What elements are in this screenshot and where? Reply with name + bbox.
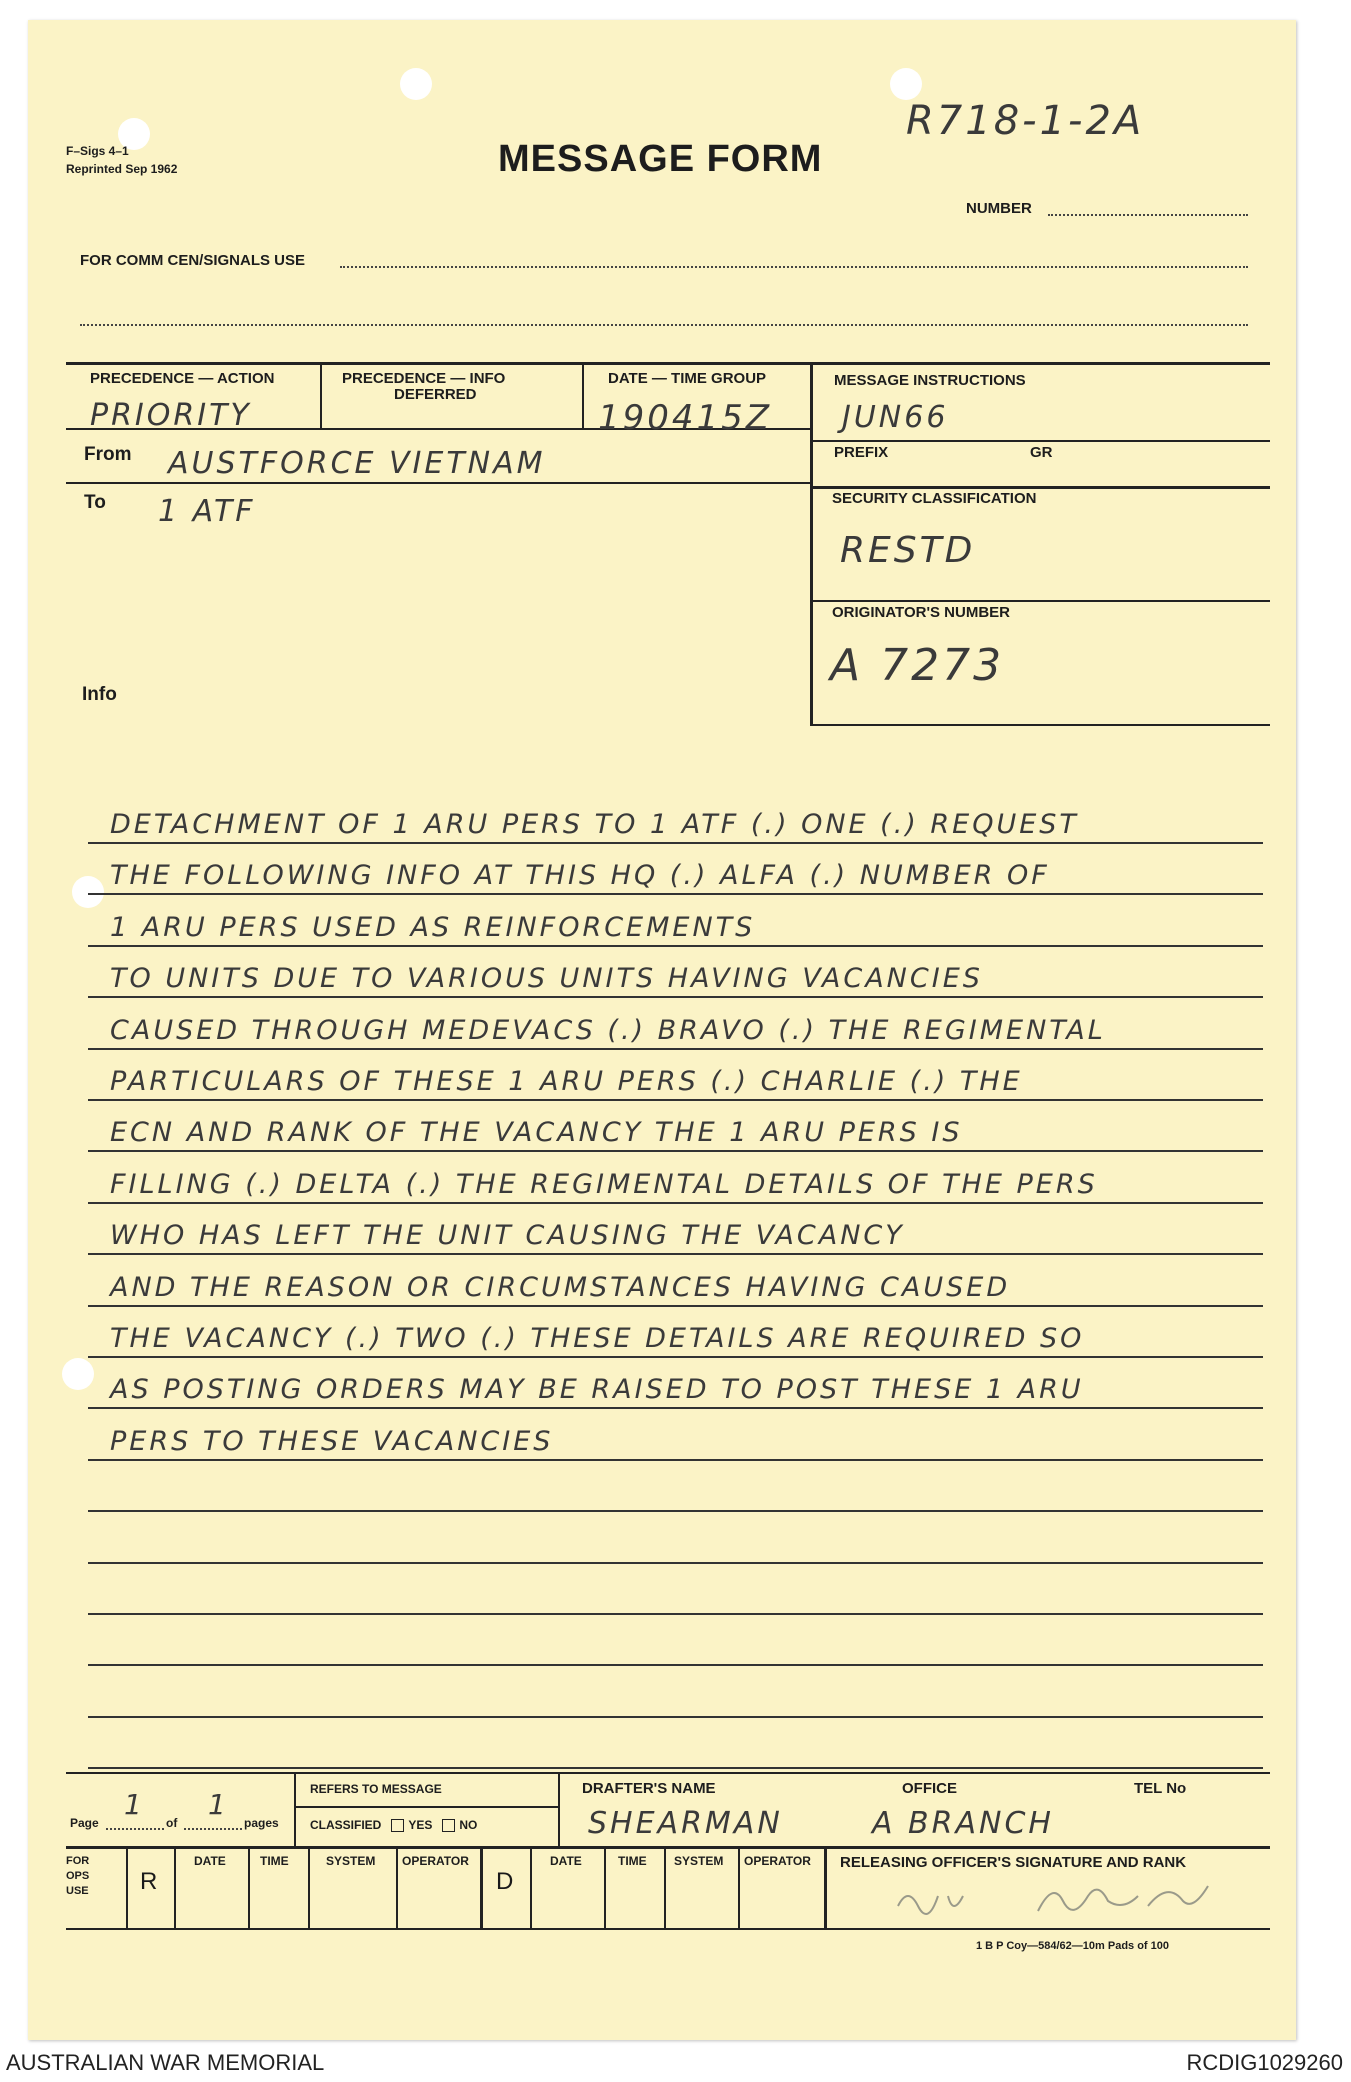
bottom-top-rule xyxy=(66,1772,1270,1774)
ops-divider xyxy=(738,1846,740,1928)
classified-no-label: NO xyxy=(459,1818,478,1832)
ops-divider xyxy=(604,1846,606,1928)
body-line-text: PERS TO THESE VACANCIES xyxy=(110,1425,554,1457)
message-form-sheet xyxy=(28,20,1296,2040)
releasing-officer-signature xyxy=(888,1876,1248,1926)
refers-to-message-label: REFERS TO MESSAGE xyxy=(310,1782,442,1796)
body-rule xyxy=(88,1613,1263,1615)
body-line xyxy=(88,1211,1263,1255)
body-rule xyxy=(88,1356,1263,1358)
body-rule xyxy=(88,893,1263,895)
body-line-text: FILLING (.) DELTA (.) THE REGIMENTAL DETAILS OF THE PERS xyxy=(110,1168,1098,1200)
body-line xyxy=(88,1417,1263,1461)
bottom-divider xyxy=(558,1772,560,1848)
drafters-name-label: DRAFTER'S NAME xyxy=(582,1780,716,1797)
orig-rule xyxy=(810,724,1270,726)
system-label: SYSTEM xyxy=(674,1854,724,1868)
info-label: Info xyxy=(82,684,117,705)
from-rule xyxy=(66,482,812,484)
comm-cen-label: FOR COMM CEN/SIGNALS USE xyxy=(80,252,306,269)
body-line-text: TO UNITS DUE TO VARIOUS UNITS HAVING VACANCIES xyxy=(110,963,983,995)
body-rule xyxy=(88,1253,1263,1255)
classified-no-checkbox xyxy=(442,1819,455,1832)
body-line-text: AS POSTING ORDERS MAY BE RAISED TO POST THESE 1 ARU xyxy=(110,1374,1084,1406)
ops-divider xyxy=(664,1846,666,1928)
comm-cen-field xyxy=(340,266,1248,268)
body-rule xyxy=(88,1305,1263,1307)
from-value: AUSTFORCE VIETNAM xyxy=(168,446,546,481)
body-rule xyxy=(88,842,1263,844)
body-line xyxy=(88,1006,1263,1050)
comm-cen-field-2 xyxy=(80,324,1248,326)
operator-label: OPERATOR xyxy=(402,1854,469,1868)
page-number: 1 xyxy=(124,1788,145,1821)
number-field xyxy=(1048,214,1248,216)
system-label: SYSTEM xyxy=(326,1854,376,1868)
date-label: DATE xyxy=(550,1854,582,1868)
of-field xyxy=(184,1828,242,1830)
refers-rule xyxy=(294,1806,558,1808)
body-line-text: DETACHMENT OF 1 ARU PERS TO 1 ATF (.) ONE (.) REQUEST xyxy=(110,809,1079,840)
time-label: TIME xyxy=(618,1854,647,1868)
body-line xyxy=(88,1468,1263,1512)
classified-label: CLASSIFIED xyxy=(310,1818,382,1832)
header-divider xyxy=(810,362,813,726)
body-rule xyxy=(88,1664,1263,1666)
tel-label: TEL No xyxy=(1134,1780,1187,1797)
of-number: 1 xyxy=(208,1788,229,1821)
header-top-rule xyxy=(66,362,1270,365)
body-line xyxy=(88,800,1263,844)
archive-credit: AUSTRALIAN WAR MEMORIAL xyxy=(6,2050,325,2075)
ops-divider xyxy=(248,1846,250,1928)
body-rule xyxy=(88,945,1263,947)
bottom-divider xyxy=(294,1772,296,1848)
classified-row xyxy=(310,1818,477,1832)
body-line xyxy=(88,1725,1263,1769)
header-divider xyxy=(320,362,322,430)
body-rule xyxy=(88,1099,1263,1101)
ops-divider xyxy=(174,1846,176,1928)
body-rule xyxy=(88,1407,1263,1409)
body-line xyxy=(88,1314,1263,1358)
punch-hole xyxy=(890,68,922,100)
header-divider xyxy=(582,362,584,430)
body-line xyxy=(88,1674,1263,1718)
number-label: NUMBER xyxy=(966,200,1032,217)
ops-top-rule xyxy=(66,1846,1270,1849)
printer-imprint: 1 B P Coy—584/62—10m Pads of 100 xyxy=(976,1940,1170,1952)
body-line xyxy=(88,851,1263,895)
security-classification-label: SECURITY CLASSIFICATION xyxy=(832,490,1037,507)
body-line xyxy=(88,1622,1263,1666)
punch-hole xyxy=(400,68,432,100)
to-value: 1 ATF xyxy=(158,494,256,529)
body-rule xyxy=(88,1562,1263,1564)
dtg-value: 190415Z xyxy=(598,398,773,438)
body-line-text: CAUSED THROUGH MEDEVACS (.) BRAVO (.) THE REGIMENTAL xyxy=(110,1014,1106,1046)
gr-label: GR xyxy=(1030,444,1053,461)
d-label: D xyxy=(496,1868,514,1895)
body-line xyxy=(88,1571,1263,1615)
security-rule xyxy=(810,600,1270,602)
releasing-officer-label: RELEASING OFFICER'S SIGNATURE AND RANK xyxy=(840,1854,1187,1871)
body-line-text: PARTICULARS OF THESE 1 ARU PERS (.) CHARLIE (.) THE xyxy=(110,1066,1023,1097)
ops-bottom-rule xyxy=(66,1928,1270,1930)
dtg-label: DATE — TIME GROUP xyxy=(608,370,767,387)
instr-rule xyxy=(810,440,1270,442)
ops-divider xyxy=(126,1846,128,1928)
prefix-label: PREFIX xyxy=(834,444,889,461)
body-line xyxy=(88,1160,1263,1204)
body-line-text: THE VACANCY (.) TWO (.) THESE DETAILS ARE REQUIRED SO xyxy=(110,1323,1085,1354)
precedence-action-value: PRIORITY xyxy=(90,398,252,433)
classified-yes-label: YES xyxy=(408,1818,433,1832)
body-line-text: THE FOLLOWING INFO AT THIS HQ (.) ALFA (.) NUMBER OF xyxy=(110,860,1050,892)
body-line xyxy=(88,1365,1263,1409)
precedence-action-label: PRECEDENCE — ACTION xyxy=(90,370,275,387)
body-line xyxy=(88,903,1263,947)
office-value: A BRANCH xyxy=(872,1806,1054,1841)
body-line-text: ECN AND RANK OF THE VACANCY THE 1 ARU PERS IS xyxy=(110,1117,963,1149)
message-instructions-label: MESSAGE INSTRUCTIONS xyxy=(834,372,1026,389)
body-line xyxy=(88,1520,1263,1564)
drafters-name-value: SHEARMAN xyxy=(588,1806,783,1841)
time-label: TIME xyxy=(260,1854,289,1868)
body-rule xyxy=(88,996,1263,998)
originators-number-label: ORIGINATOR'S NUMBER xyxy=(832,604,1011,621)
to-label: To xyxy=(84,492,106,513)
body-line-text: AND THE REASON OR CIRCUMSTANCES HAVING CAUSED xyxy=(110,1271,1011,1303)
body-line-text: 1 ARU PERS USED AS REINFORCEMENTS xyxy=(110,911,756,943)
ops-divider xyxy=(480,1846,483,1928)
body-rule xyxy=(88,1459,1263,1461)
page-label: Page xyxy=(70,1816,99,1830)
body-line xyxy=(88,1057,1263,1101)
classified-yes-checkbox xyxy=(391,1819,404,1832)
body-line-text: WHO HAS LEFT THE UNIT CAUSING THE VACANCY xyxy=(110,1220,905,1252)
reprint-date: Reprinted Sep 1962 xyxy=(66,162,178,176)
body-rule xyxy=(88,1150,1263,1152)
security-classification-value: RESTD xyxy=(840,530,976,571)
body-rule xyxy=(88,1048,1263,1050)
body-rule xyxy=(88,1202,1263,1204)
form-title: MESSAGE FORM xyxy=(498,138,823,180)
prefix-rule xyxy=(810,486,1270,489)
archive-id: RCDIG1029260 xyxy=(1186,2050,1343,2075)
body-rule xyxy=(88,1510,1263,1512)
operator-label: OPERATOR xyxy=(744,1854,811,1868)
for-ops-use-label: FOR OPS USE xyxy=(66,1855,90,1897)
body-rule xyxy=(88,1767,1263,1769)
pages-label: pages xyxy=(244,1816,279,1830)
of-label: of xyxy=(166,1816,178,1830)
from-label: From xyxy=(84,444,132,465)
file-reference: R718-1-2A xyxy=(906,98,1145,144)
ops-divider xyxy=(824,1846,827,1928)
originators-number-value: A 7273 xyxy=(830,640,1005,691)
precedence-info-deferred-label: DEFERRED xyxy=(394,386,477,403)
ops-divider xyxy=(308,1846,310,1928)
page-field xyxy=(106,1828,164,1830)
form-code: F–Sigs 4–1 xyxy=(66,144,129,158)
body-line xyxy=(88,1108,1263,1152)
ops-divider xyxy=(530,1846,532,1928)
body-rule xyxy=(88,1716,1263,1718)
office-label: OFFICE xyxy=(902,1780,957,1797)
message-instructions-value: JUN66 xyxy=(842,400,949,435)
precedence-info-label: PRECEDENCE — INFO xyxy=(342,370,506,387)
body-line xyxy=(88,1263,1263,1307)
r-label: R xyxy=(140,1868,158,1895)
date-label: DATE xyxy=(194,1854,226,1868)
body-line xyxy=(88,954,1263,998)
ops-divider xyxy=(396,1846,398,1928)
